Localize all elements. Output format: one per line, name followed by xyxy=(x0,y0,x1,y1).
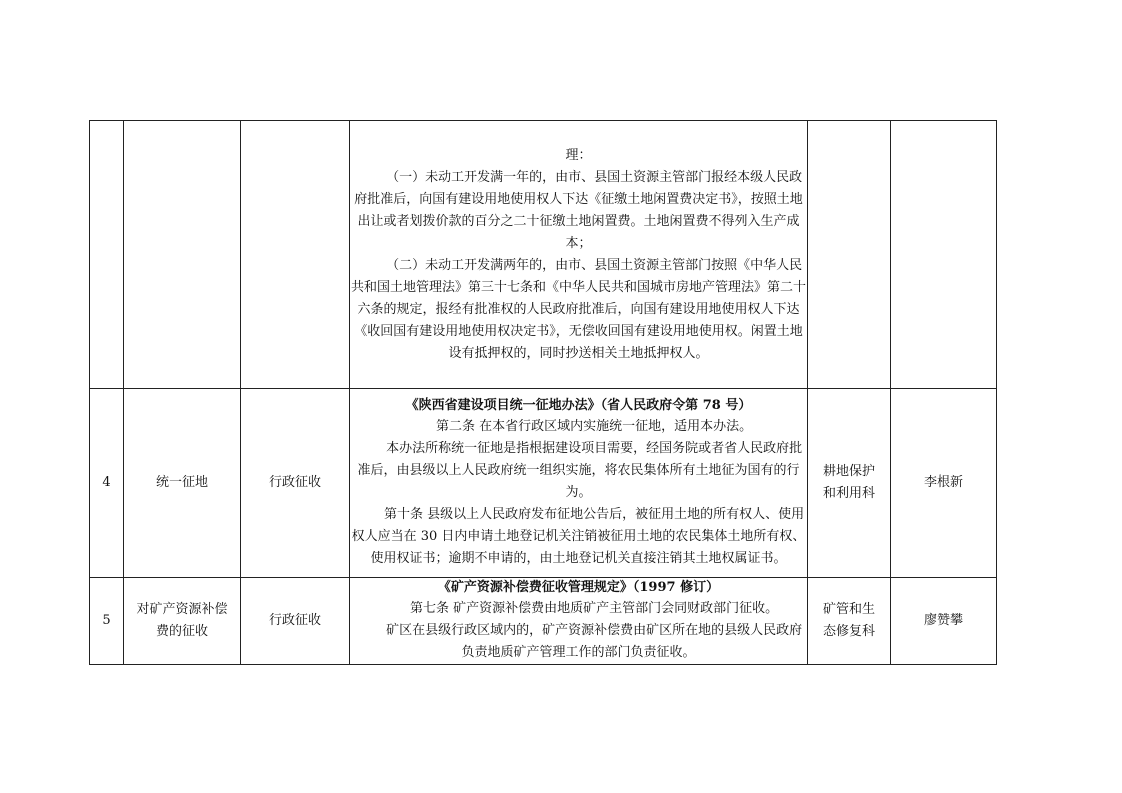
responsible-person xyxy=(891,121,997,389)
row-number xyxy=(90,121,124,389)
regulation-title: 《陕西省建设项目统一征地办法》（省人民政府令第 78 号） xyxy=(405,398,752,413)
row-number: 5 xyxy=(90,578,124,665)
responsible-person: 廖赞攀 xyxy=(891,578,997,665)
item-type: 行政征收 xyxy=(241,389,350,578)
basis-paragraph: 第十条 县级以上人民政府发布征地公告后，被征用土地的所有权人、使用权人应当在 30 日内申请土地登记机关注销被征用土地的农民集体土地所有权、使用权证书；逾期不申请的，由土地登记机关直接注销其土地权属证书。 xyxy=(351,507,806,566)
row-number: 4 xyxy=(90,389,124,578)
basis-paragraph: 矿区在县级行政区域内的，矿产资源补偿费由矿区所在地的县级人民政府负责地质矿产管理工作的部门负责征收。 xyxy=(386,623,803,660)
table-row xyxy=(90,121,997,389)
responsible-dept xyxy=(808,389,891,578)
legal-basis xyxy=(350,578,808,665)
dept-line: 耕地保护 xyxy=(822,464,875,479)
item-name-line: 对矿产资源补偿 xyxy=(136,602,228,617)
legal-basis xyxy=(350,121,808,389)
responsible-dept xyxy=(808,121,891,389)
table-row xyxy=(90,578,997,665)
table-row xyxy=(90,389,997,578)
dept-line: 和利用科 xyxy=(822,486,875,501)
basis-paragraph: （一）未动工开发满一年的，由市、县国土资源主管部门报经本级人民政府批准后，向国有建设用地使用权人下达《征缴土地闲置费决定书》，按照土地出让或者划拨价款的百分之二十征缴土地闲置费。土地闲置费不得列入生产成本； xyxy=(354,169,803,251)
dept-line: 矿管和生 xyxy=(822,602,875,617)
item-table xyxy=(89,120,997,665)
basis-paragraph: 本办法所称统一征地是指根据建设项目需要，经国务院或者省人民政府批准后，由县级以上人民政府统一组织实施，将农民集体所有土地征为国有的行为。 xyxy=(357,441,803,500)
basis-paragraph: 第七条 矿产资源补偿费由地质矿产主管部门会同财政部门征收。 xyxy=(410,601,779,616)
regulation-title: 《矿产资源补偿费征收管理规定》（1997 修订） xyxy=(437,580,720,595)
basis-paragraph: 理： xyxy=(565,147,592,163)
item-type: 行政征收 xyxy=(241,578,350,665)
basis-paragraph: 第二条 在本省行政区域内实施统一征地，适用本办法。 xyxy=(436,419,753,434)
legal-basis xyxy=(350,389,808,578)
responsible-person: 李根新 xyxy=(891,389,997,578)
item-name-line: 费的征收 xyxy=(155,624,208,639)
item-name xyxy=(124,578,241,665)
basis-paragraph: （二）未动工开发满两年的，由市、县国土资源主管部门按照《中华人民共和国土地管理法》第三十七条和《中华人民共和国城市房地产管理法》第二十六条的规定，报经有批准权的人民政府批准后，向国有建设用地使用权人下达《收回国有建设用地使用权决定书》，无偿收回国有建设用地使用权。闲置土地设有抵押权的，同时抄送相关土地抵押权人。 xyxy=(350,257,806,361)
responsible-dept xyxy=(808,578,891,665)
dept-line: 态修复科 xyxy=(822,624,875,639)
item-name xyxy=(124,121,241,389)
item-type xyxy=(241,121,350,389)
item-name: 统一征地 xyxy=(124,389,241,578)
